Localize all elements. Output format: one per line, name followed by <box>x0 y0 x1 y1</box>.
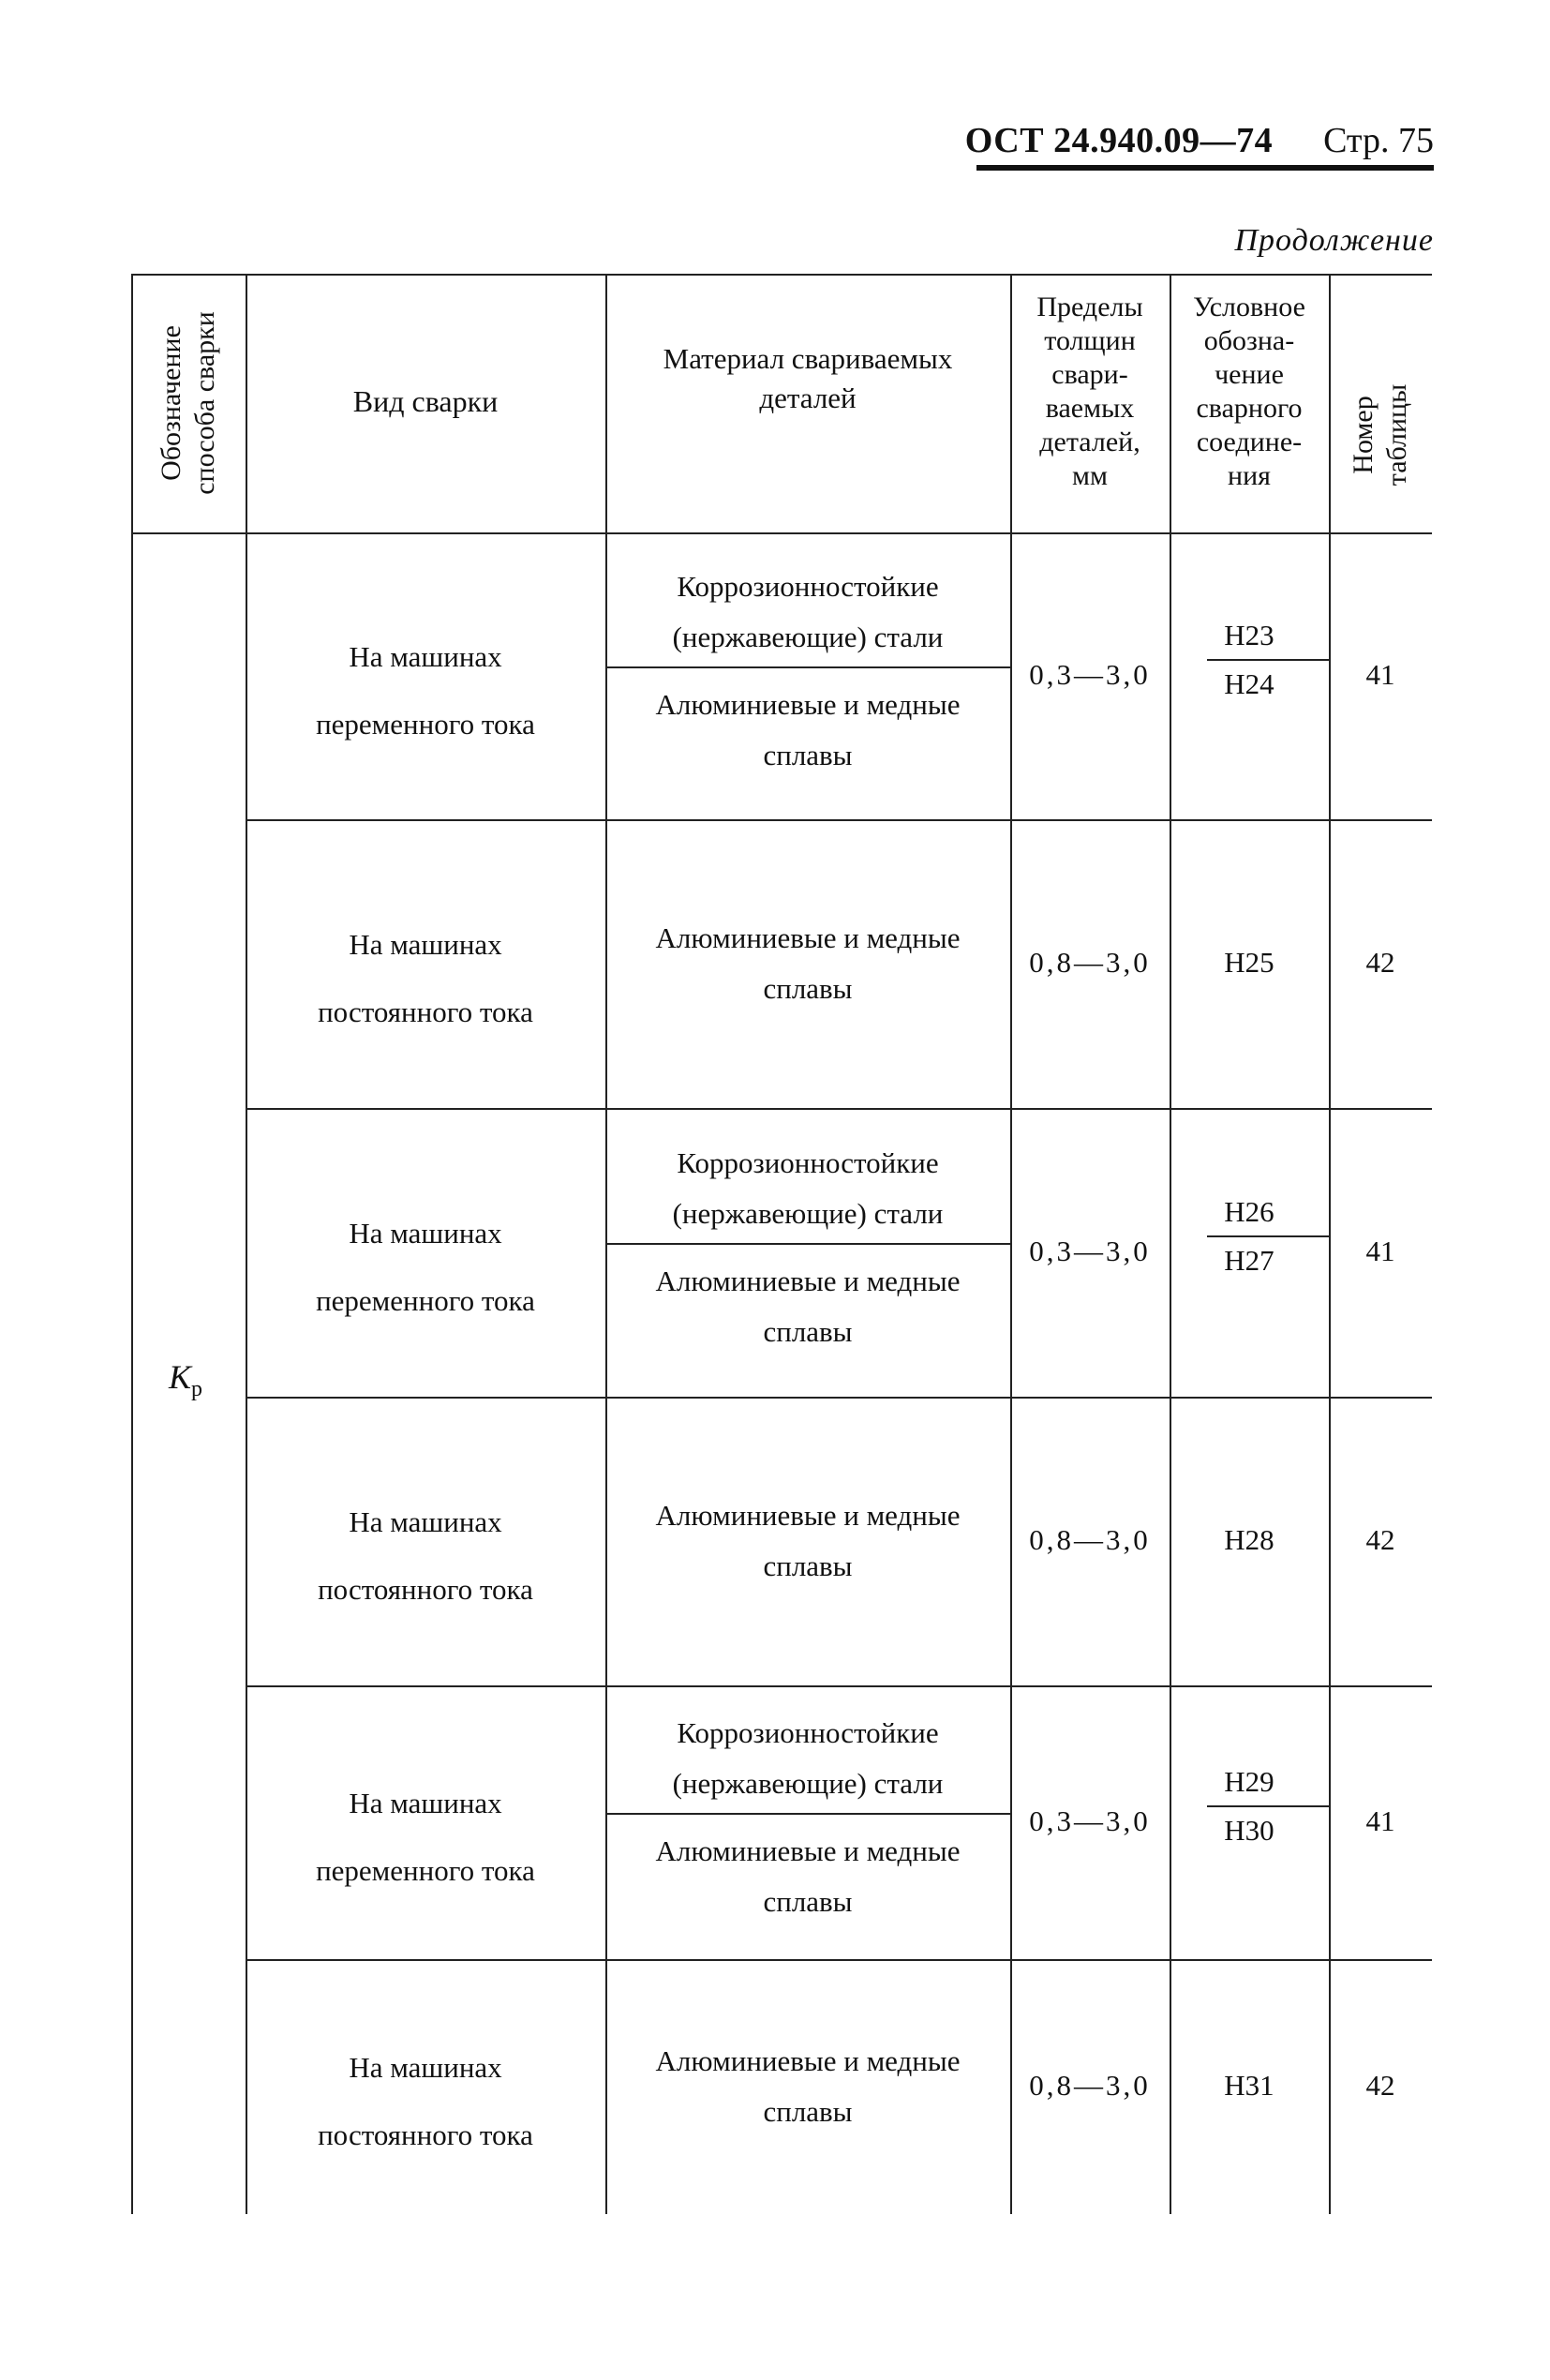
row-material-primary-line: (нержавеющие) стали <box>672 1767 944 1800</box>
row-thickness-range: 0,8—3,0 <box>1029 2069 1151 2102</box>
row-material-secondary <box>605 1256 1010 1357</box>
row-material <box>605 2036 1010 2137</box>
row-designation: Н31 <box>1224 2069 1274 2102</box>
method-symbol: $K_р$ <box>169 1358 203 1402</box>
continuation-label: Продолжение <box>1234 223 1434 258</box>
header-table-number-line: Номер <box>1348 396 1379 474</box>
header-method-line: Обозначение <box>156 325 186 481</box>
header-type: Вид сварки <box>352 384 499 418</box>
material-sub-separator <box>607 666 1010 668</box>
header-thickness-line: Пределы <box>1036 292 1143 322</box>
row-material-line: Алюминиевые и медные <box>655 2044 961 2077</box>
header-underline <box>976 165 1434 171</box>
row-type-line: На машинах <box>349 928 502 961</box>
row-type-line: На машинах <box>349 640 502 673</box>
row-table-number: 41 <box>1365 658 1395 691</box>
row-material-secondary-line: Алюминиевые и медные <box>655 688 961 721</box>
row-type-line: На машинах <box>349 2051 502 2084</box>
row-material-primary-line: Коррозионностойкие <box>677 570 939 603</box>
header-method-line: способа сварки <box>189 311 220 495</box>
row-table-number: 42 <box>1365 1523 1395 1556</box>
row-separator <box>246 819 1432 821</box>
row-thickness-range: 0,8—3,0 <box>1029 946 1151 979</box>
row-type <box>246 1489 605 1624</box>
standard-code: ОСТ 24.940.09—74 <box>964 121 1274 160</box>
header-designation-line: Условное <box>1193 292 1305 322</box>
row-thickness-range: 0,3—3,0 <box>1029 1804 1151 1837</box>
row-type <box>246 2034 605 2169</box>
row-type <box>246 911 605 1046</box>
row-thickness-range: 0,8—3,0 <box>1029 1523 1151 1556</box>
header-designation-line: сварного <box>1196 393 1303 424</box>
header-table-number-line: таблицы <box>1381 383 1412 486</box>
row-material-primary <box>605 561 1010 663</box>
row-table-number: 41 <box>1365 1804 1395 1837</box>
row-type-line: На машинах <box>349 1787 502 1819</box>
row-type-line: постоянного тока <box>318 2118 533 2151</box>
row-type-line: переменного тока <box>316 1284 535 1317</box>
row-designation-bottom: Н24 <box>1224 667 1274 700</box>
page-header <box>965 120 1434 161</box>
row-material-secondary <box>605 1826 1010 1927</box>
row-designation-top: Н29 <box>1224 1765 1274 1798</box>
row-material <box>605 913 1010 1014</box>
row-type-line: постоянного тока <box>318 1573 533 1606</box>
row-material-secondary-line: сплавы <box>763 1315 853 1348</box>
row-material-primary-line: (нержавеющие) стали <box>672 621 944 653</box>
header-designation-line: ния <box>1228 460 1271 491</box>
material-sub-separator <box>607 1813 1010 1815</box>
header-designation-line: обозна- <box>1203 325 1295 356</box>
header-material-line: деталей <box>759 382 857 414</box>
row-type-line: На машинах <box>349 1505 502 1538</box>
row-thickness-range: 0,3—3,0 <box>1029 1235 1151 1267</box>
row-material-line: сплавы <box>763 1549 853 1582</box>
column-rule <box>131 274 133 2214</box>
page-number: Стр. 75 <box>1323 121 1434 160</box>
row-table-number: 42 <box>1365 946 1395 979</box>
row-material-line: Алюминиевые и медные <box>655 1499 961 1532</box>
row-separator <box>246 1397 1432 1399</box>
row-separator <box>246 1959 1432 1961</box>
row-table-number: 42 <box>1365 2069 1395 2102</box>
row-type <box>246 1200 605 1335</box>
header-thickness-line: деталей, <box>1039 427 1140 457</box>
row-separator <box>246 1685 1432 1687</box>
header-table-number <box>1347 355 1414 515</box>
header-thickness <box>1010 291 1170 493</box>
row-designation-bottom: Н27 <box>1224 1244 1274 1277</box>
row-material-primary-line: (нержавеющие) стали <box>672 1197 944 1230</box>
header-thickness-line: толщин <box>1044 325 1136 356</box>
row-table-number: 41 <box>1365 1235 1395 1267</box>
row-material <box>605 1490 1010 1592</box>
row-material-secondary-line: сплавы <box>763 739 853 771</box>
row-type-line: переменного тока <box>316 1854 535 1887</box>
row-type-line: постоянного тока <box>318 995 533 1028</box>
row-designation: Н25 <box>1224 946 1274 979</box>
designation-fraction-line <box>1207 1235 1329 1237</box>
row-type <box>246 623 605 758</box>
row-material-secondary-line: Алюминиевые и медные <box>655 1834 961 1867</box>
row-material-primary <box>605 1138 1010 1239</box>
row-type-line: переменного тока <box>316 708 535 741</box>
header-thickness-line: ваемых <box>1045 393 1135 424</box>
material-sub-separator <box>607 1243 1010 1245</box>
header-material <box>605 339 1010 418</box>
row-material-line: сплавы <box>763 972 853 1005</box>
row-material-line: сплавы <box>763 2095 853 2128</box>
header-bottom-rule <box>131 532 1432 534</box>
row-material-primary-line: Коррозионностойкие <box>677 1716 939 1749</box>
row-designation-top: Н26 <box>1224 1195 1274 1228</box>
header-thickness-line: свари- <box>1051 359 1128 390</box>
header-thickness-line: мм <box>1072 460 1108 491</box>
header-method <box>155 286 222 520</box>
row-type <box>246 1770 605 1905</box>
row-material-primary-line: Коррозионностойкие <box>677 1146 939 1179</box>
header-designation <box>1170 291 1329 493</box>
row-thickness-range: 0,3—3,0 <box>1029 658 1151 691</box>
table-top-rule <box>131 274 1432 276</box>
row-designation-top: Н23 <box>1224 619 1274 651</box>
row-designation-bottom: Н30 <box>1224 1814 1274 1847</box>
row-material-line: Алюминиевые и медные <box>655 921 961 954</box>
row-material-primary <box>605 1708 1010 1809</box>
row-designation: Н28 <box>1224 1523 1274 1556</box>
header-designation-line: соедине- <box>1196 427 1303 457</box>
header-designation-line: чение <box>1215 359 1284 390</box>
method-symbol-sub: р <box>191 1377 203 1402</box>
designation-fraction-line <box>1207 659 1329 661</box>
row-type-line: На машинах <box>349 1217 502 1250</box>
row-material-secondary-line: сплавы <box>763 1885 853 1918</box>
row-separator <box>246 1108 1432 1110</box>
row-material-secondary-line: Алюминиевые и медные <box>655 1265 961 1297</box>
header-material-line: Материал свариваемых <box>663 342 953 375</box>
designation-fraction-line <box>1207 1805 1329 1807</box>
row-material-secondary <box>605 680 1010 781</box>
